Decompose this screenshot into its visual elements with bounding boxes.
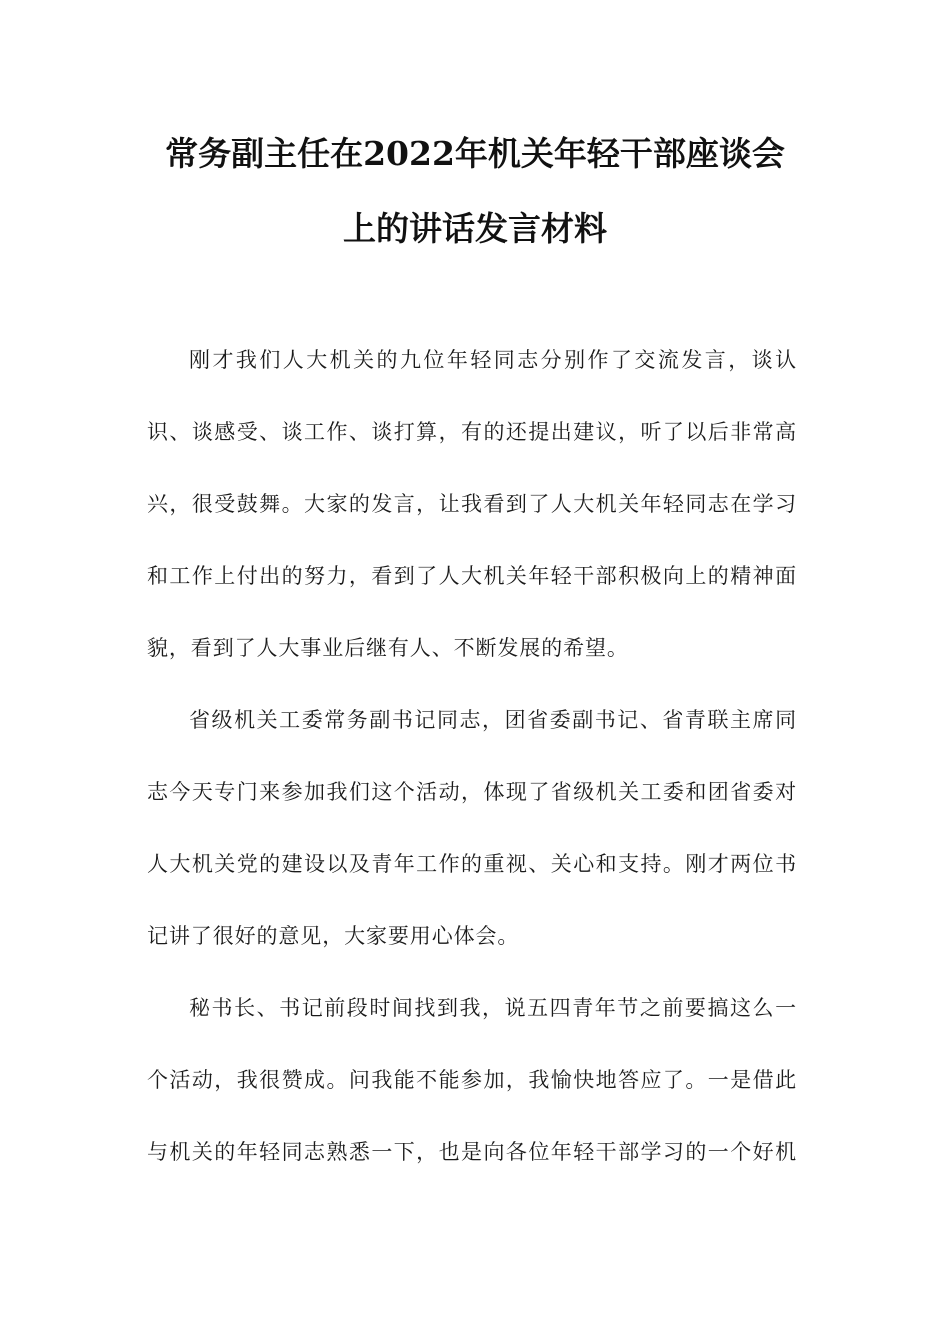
paragraph-2-line-4: 记讲了很好的意见，大家要用心体会。 [147, 924, 520, 948]
paragraph-1-line-5: 貌，看到了人大事业后继有人、不断发展的希望。 [147, 636, 629, 660]
paragraph-1-line-2: 识、谈感受、谈工作、谈打算，有的还提出建议，听了以后非常高 [147, 420, 797, 444]
paragraph-3-line-1: 秘书长、书记前段时间找到我，说五四青年节之前要搞这么一 [189, 996, 797, 1020]
paragraph-1-line-1: 刚才我们人大机关的九位年轻同志分别作了交流发言，谈认 [189, 348, 797, 372]
document-title-line-2: 上的讲话发言材料 [343, 209, 607, 248]
paragraph-2-line-2: 志今天专门来参加我们这个活动，体现了省级机关工委和团省委对 [147, 780, 797, 804]
paragraph-1-line-3: 兴，很受鼓舞。大家的发言，让我看到了人大机关年轻同志在学习 [147, 492, 797, 516]
paragraph-1-line-4: 和工作上付出的努力，看到了人大机关年轻干部积极向上的精神面 [147, 564, 797, 588]
document-title-line-1: 常务副主任在2022年机关年轻干部座谈会 [165, 134, 785, 173]
paragraph-3-line-2: 个活动，我很赞成。问我能不能参加，我愉快地答应了。一是借此 [147, 1068, 797, 1092]
paragraph-2-line-1: 省级机关工委常务副书记同志，团省委副书记、省青联主席同 [189, 708, 797, 732]
paragraph-3-line-3: 与机关的年轻同志熟悉一下，也是向各位年轻干部学习的一个好机 [147, 1140, 797, 1164]
paragraph-2-line-3: 人大机关党的建设以及青年工作的重视、关心和支持。刚才两位书 [147, 852, 797, 876]
